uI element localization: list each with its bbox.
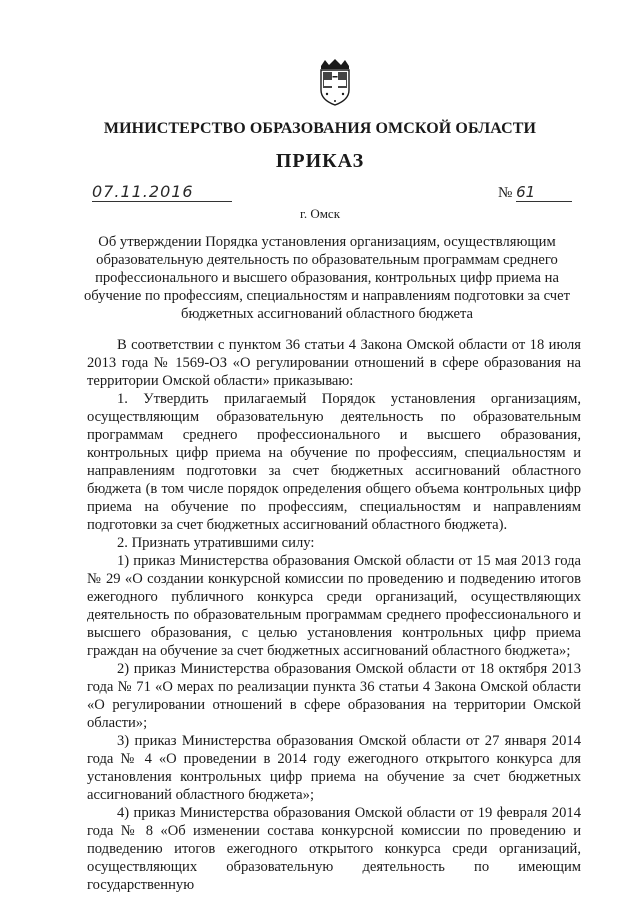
paragraph: 1. Утвердить прилагаемый Порядок установления организациям, осуществляющим образовательную деятельность по образовательным программам среднего профессионального и высшего образования, контрольных цифр приема на обучение по профессиям, специальностям и направлениям подготовки за счет бюджетных ассигнований областного бюджета (в том числе порядок определения общего объема контрольных цифр приема на обучение по профессиям, специальностям и направлениям подготовки за счет бюджетных ассигнований областного бюджета).: [87, 391, 581, 533]
paragraph: 2) приказ Министерства образования Омской области от 18 октября 2013 года № 71 «О мерах по реализации пункта 36 статьи 4 Закона Омской области «О регулировании отношений в сфере образования на территории Омской области»;: [87, 661, 581, 731]
paragraph: 3) приказ Министерства образования Омской области от 27 января 2014 года № 4 «О проведении в 2014 году ежегодного открытого конкурса для установления контрольных цифр приема на обучение за счет бюджетных ассигнований областного бюджета»;: [87, 733, 581, 803]
omsk-coat-of-arms-icon: [315, 58, 355, 106]
document-body: [87, 336, 581, 894]
document-subject: Об утверждении Порядка установления организациям, осуществляющим образовательную деятельность по образовательным программам среднего профессионального и высшего образования, контрольных цифр приема на обучение по профессиям, специальностям и направлениям подготовки за счет бюджетных ассигнований областного бюджета: [84, 234, 570, 322]
number-value: 61: [516, 184, 572, 202]
ministry-name: МИНИСТЕРСТВО ОБРАЗОВАНИЯ ОМСКОЙ ОБЛАСТИ: [103, 120, 537, 137]
paragraph: В соответствии с пунктом 36 статьи 4 Закона Омской области от 18 июля 2013 года № 1569-ОЗ «О регулировании отношений в сфере образования на территории Омской области» приказываю:: [87, 337, 581, 389]
document-type-title: ПРИКАЗ: [275, 150, 365, 172]
paragraph: 4) приказ Министерства образования Омской области от 19 февраля 2014 года № 8 «Об изменении состава конкурсной комиссии по проведению и подведению итогов ежегодного открытого конкурса среди организаций, осуществляющих образовательную деятельность по имеющим государственную: [87, 805, 581, 893]
paragraph: 2. Признать утратившими силу:: [117, 535, 315, 551]
number-sign: №: [498, 185, 513, 201]
city: г. Омск: [299, 206, 341, 221]
document-date: 07.11.2016: [92, 183, 232, 202]
paragraph: 1) приказ Министерства образования Омской области от 15 мая 2013 года № 29 «О создании конкурсной комиссии по проведению и подведению итогов ежегодного публичного конкурса среди организаций, осуществляющих деятельность по образовательным программам среднего профессионального и высшего образования, с целью установления контрольных цифр приема граждан на обучение за счет бюджетных ассигнований областного бюджета»;: [87, 553, 581, 659]
document-number: [498, 184, 572, 202]
